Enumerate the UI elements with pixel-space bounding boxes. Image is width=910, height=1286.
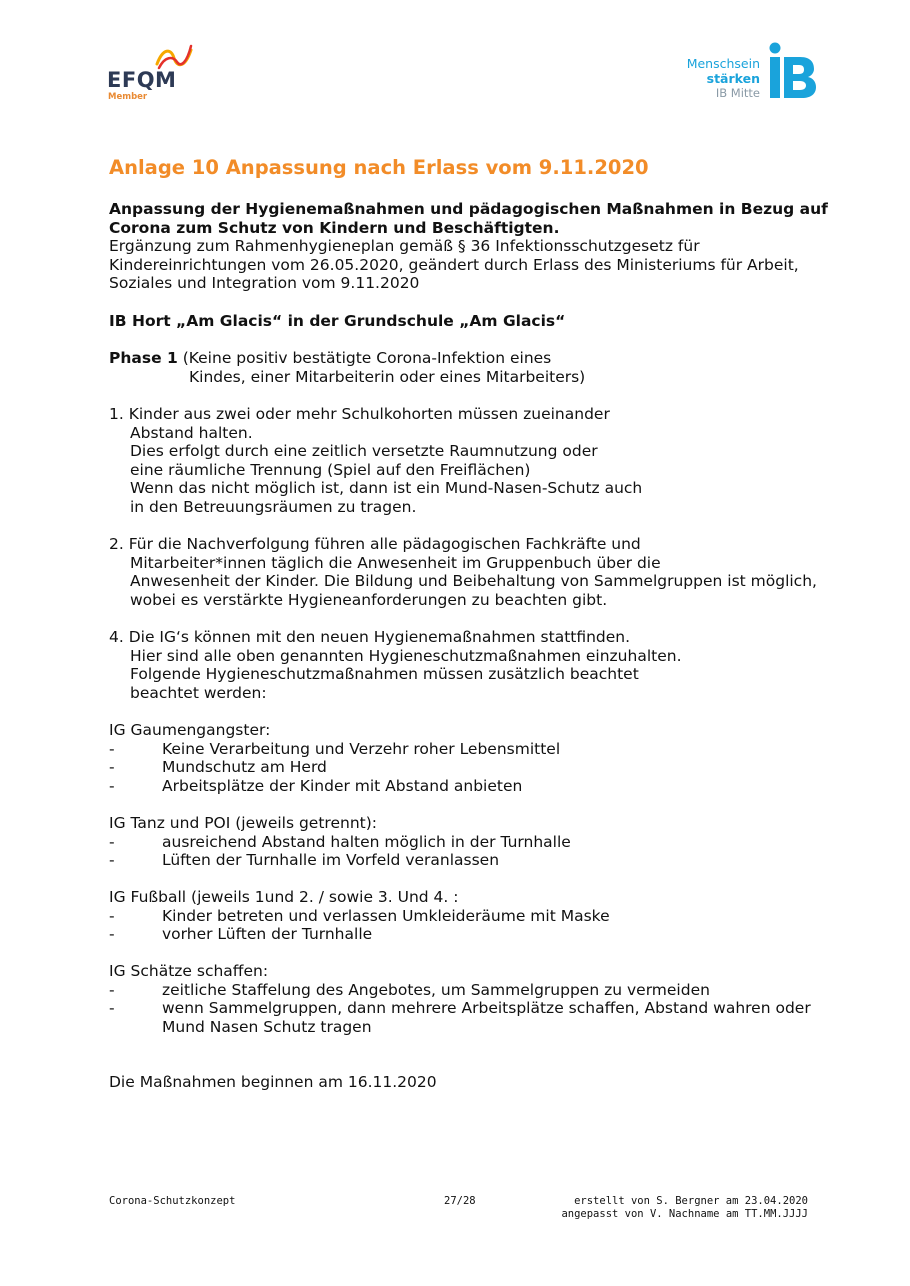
intro-text-line: Soziales und Integration vom 9.11.2020 <box>109 274 420 293</box>
intro-text-line: Ergänzung zum Rahmenhygieneplan gemäß § 36 Infektionsschutzgesetz für <box>109 237 700 256</box>
group-title: IG Fußball (jeweils 1und 2. / sowie 3. Und 4. : <box>109 888 459 906</box>
item2-line: Mitarbeiter*innen täglich die Anwesenheit im Gruppenbuch über die <box>130 553 661 572</box>
efqm-wordmark: EFQM <box>107 68 177 92</box>
footer-page-number: 27/28 <box>444 1195 476 1207</box>
phase-line1 <box>109 349 551 368</box>
efqm-logo <box>105 42 200 104</box>
item1-lead: 1. Kinder aus zwei oder mehr Schulkohorten müssen zueinander <box>109 405 610 423</box>
item2-lead: 2. Für die Nachverfolgung führen alle pädagogischen Fachkräfte und <box>109 535 641 553</box>
document-title: Anlage 10 Anpassung nach Erlass vom 9.11.2020 <box>109 156 649 179</box>
footer-document-name: Corona-Schutzkonzept <box>109 1195 236 1207</box>
group-title: IG Schätze schaffen: <box>109 962 269 980</box>
ib-slogan-line2: stärken <box>706 71 760 86</box>
dash-bullet: - <box>109 832 115 851</box>
bullet-text: Keine Verarbeitung und Verzehr roher Lebensmittel <box>162 739 561 758</box>
dash-bullet: - <box>109 758 115 777</box>
dash-bullet: - <box>109 999 115 1018</box>
item4-line: Hier sind alle oben genannten Hygieneschutzmaßnahmen einzuhalten. <box>130 646 682 665</box>
bullet-text: Lüften der Turnhalle im Vorfeld veranlassen <box>162 851 500 870</box>
item1-line: eine räumliche Trennung (Spiel auf den Freiflächen) <box>130 460 531 479</box>
bullet-text: Mundschutz am Herd <box>162 758 327 777</box>
phase-text: (Keine positiv bestätigte Corona-Infektion eines <box>177 349 552 367</box>
item4-lead: 4. Die IG‘s können mit den neuen Hygienemaßnahmen stattfinden. <box>109 628 631 646</box>
phase-label: Phase 1 <box>109 349 178 367</box>
efqm-member-label: Member <box>108 92 148 102</box>
group-title: IG Gaumengangster: <box>109 721 271 739</box>
item1-line: Abstand halten. <box>130 423 253 442</box>
footer-created-by: erstellt von S. Bergner am 23.04.2020 <box>574 1195 808 1207</box>
dash-bullet: - <box>109 739 115 758</box>
phase-line2: Kindes, einer Mitarbeiterin oder eines Mitarbeiters) <box>189 367 586 386</box>
dash-bullet: - <box>109 906 115 925</box>
dash-bullet: - <box>109 851 115 870</box>
item4-line: beachtet werden: <box>130 683 267 702</box>
item4-line: Folgende Hygieneschutzmaßnahmen müssen zusätzlich beachtet <box>130 665 639 684</box>
footer-adapted-by: angepasst von V. Nachname am TT.MM.JJJJ <box>561 1208 808 1220</box>
dash-bullet: - <box>109 925 115 944</box>
ib-logo <box>678 42 820 102</box>
ib-slogan-line1: Menschsein <box>686 56 760 71</box>
dash-bullet: - <box>109 980 115 999</box>
item2-line: Anwesenheit der Kinder. Die Bildung und Beibehaltung von Sammelgruppen ist möglich, <box>130 572 817 591</box>
dash-bullet: - <box>109 776 115 795</box>
bullet-text: Kinder betreten und verlassen Umkleideräume mit Maske <box>162 906 610 925</box>
bullet-text: Mund Nasen Schutz tragen <box>162 1017 372 1036</box>
intro-heading-line2: Corona zum Schutz von Kindern und Beschäftigten. <box>109 218 560 237</box>
item1-line: Wenn das nicht möglich ist, dann ist ein Mund-Nasen-Schutz auch <box>130 479 643 498</box>
item1-line: in den Betreuungsräumen zu tragen. <box>130 498 417 516</box>
ib-mark-icon <box>766 42 820 100</box>
bullet-text: zeitliche Staffelung des Angebotes, um Sammelgruppen zu vermeiden <box>162 980 710 999</box>
facility-heading: IB Hort „Am Glacis“ in der Grundschule „Am Glacis“ <box>109 312 566 330</box>
intro-text-line: Kindereinrichtungen vom 26.05.2020, geändert durch Erlass des Ministeriums für Arbeit, <box>109 255 799 274</box>
bullet-text: ausreichend Abstand halten möglich in der Turnhalle <box>162 832 571 851</box>
bullet-text: Arbeitsplätze der Kinder mit Abstand anbieten <box>162 776 523 795</box>
ib-region: IB Mitte <box>715 86 760 100</box>
item2-line: wobei es verstärkte Hygieneanforderungen zu beachten gibt. <box>130 590 608 609</box>
closing-statement: Die Maßnahmen beginnen am 16.11.2020 <box>109 1073 437 1091</box>
bullet-text: vorher Lüften der Turnhalle <box>162 925 373 944</box>
group-title: IG Tanz und POI (jeweils getrennt): <box>109 814 377 832</box>
item1-line: Dies erfolgt durch eine zeitlich versetzte Raumnutzung oder <box>130 442 598 461</box>
intro-heading-line1: Anpassung der Hygienemaßnahmen und pädagogischen Maßnahmen in Bezug auf <box>109 200 828 218</box>
bullet-text: wenn Sammelgruppen, dann mehrere Arbeitsplätze schaffen, Abstand wahren oder <box>162 999 811 1018</box>
